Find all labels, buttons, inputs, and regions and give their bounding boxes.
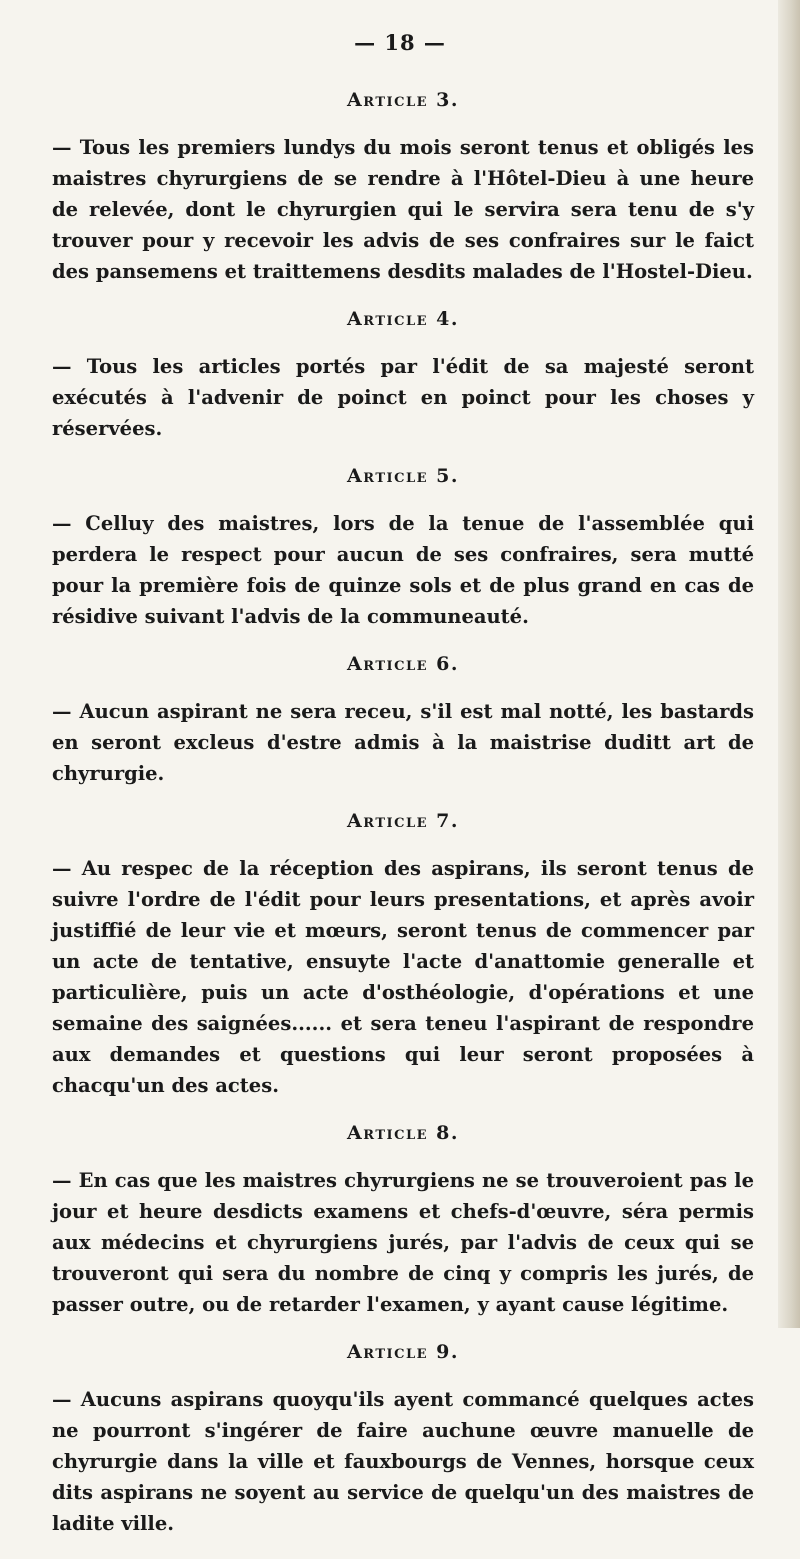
article-9: [52, 1340, 754, 1539]
article-4: [52, 307, 754, 444]
article-6: [52, 652, 754, 789]
page-number: — 18 —: [354, 30, 446, 55]
article-text: — Aucun aspirant ne sera receu, s'il est mal notté, les bastards en seront excleus d'estre admis à la maistrise duditt art de chyrurgie.: [52, 700, 754, 785]
article-7: [52, 809, 754, 1101]
article-8: [52, 1121, 754, 1320]
page-body: [52, 88, 754, 1559]
article-heading: Article 8.: [347, 1122, 459, 1144]
article-heading: Article 7.: [347, 810, 459, 832]
article-text: — En cas que les maistres chyrurgiens ne se trouveroient pas le jour et heure desdicts examens et chefs-d'œuvre, séra permis aux médecins et chyrurgiens jurés, par l'advis de ceux qui se trouveront qui sera du nombre de cinq y compris les jurés, de passer outre, ou de retarder l'examen, y ayant cause légitime.: [52, 1169, 754, 1316]
article-text: — Aucuns aspirans quoyqu'ils ayent commancé quelques actes ne pourront s'ingérer de faire auchune œuvre manuelle de chyrurgie dans la ville et fauxbourgs de Vennes, horsque ceux dits aspirans ne soyent au service de quelqu'un des maistres de ladite ville.: [52, 1388, 754, 1535]
article-heading: Article 9.: [347, 1341, 459, 1363]
page-edge: [778, 0, 800, 1328]
article-heading: Article 3.: [347, 89, 459, 111]
article-heading: Article 5.: [347, 465, 459, 487]
article-text: — Tous les premiers lundys du mois seront tenus et obligés les maistres chyrurgiens de se rendre à l'Hôtel-Dieu à une heure de relevée, dont le chyrurgien qui le servira sera tenu de s'y trouver pour y recevoir les advis de ses confraires sur le faict des pansemens et traittemens desdits malades de l'Hostel-Dieu.: [52, 136, 754, 283]
article-text: — Tous les articles portés par l'édit de sa majesté seront exécutés à l'advenir de poinct en poinct pour les choses y réservées.: [52, 355, 754, 440]
article-heading: Article 4.: [347, 308, 459, 330]
article-text: — Celluy des maistres, lors de la tenue de l'assemblée qui perdera le respect pour aucun de ses confraires, sera mutté pour la première fois de quinze sols et de plus grand en cas de résidive suivant l'advis de la communeauté.: [52, 512, 754, 628]
article-5: [52, 464, 754, 632]
article-heading: Article 6.: [347, 653, 459, 675]
article-text: — Au respec de la réception des aspirans, ils seront tenus de suivre l'ordre de l'édit pour leurs presentations, et après avoir justiffié de leur vie et mœurs, seront tenus de commencer par un acte de tentative, ensuyte l'acte d'anattomie generalle et particulière, puis un acte d'osthéologie, d'opérations et une semaine des saignées...... et sera teneu l'aspirant de respondre aux demandes et questions qui leur seront proposées à chacqu'un des actes.: [52, 857, 754, 1097]
article-3: [52, 88, 754, 287]
